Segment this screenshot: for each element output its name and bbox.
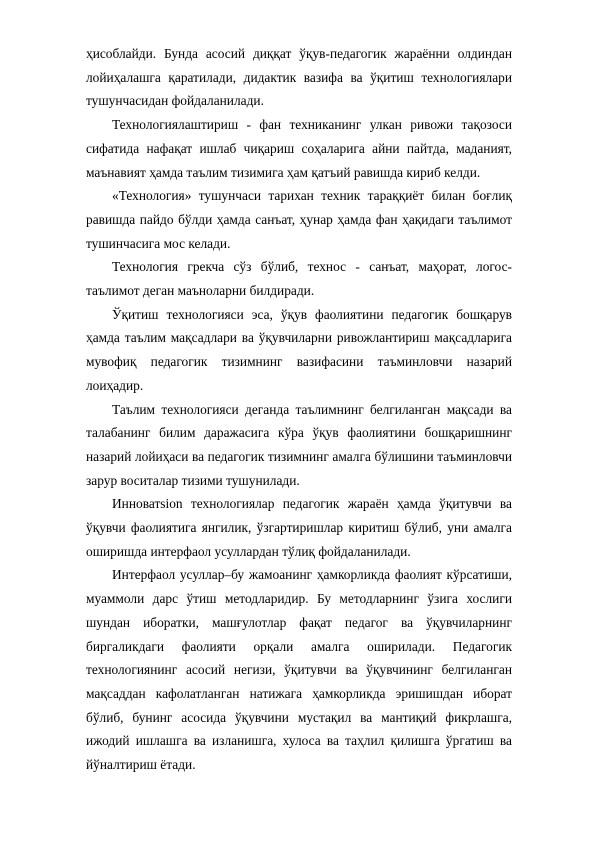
paragraph-interactive-methods: Интерфаол усуллар–бу жамоанинг ҳамкорликда фаолият кўрсатиши, муаммоли дарс ўтиш методларидир. Бу методларнинг ўзига хослиги шундан иборатки, машғулотлар фақат педагог ва ўқувчиларнинг биргаликдаги фаолияти орқали амалга оширилади. Педагогик технологиянинг асосий негизи, ўқитувчи ва ўқувчининг белгиланган мақсаддан кафолатланган натижага ҳамкорликда эришишдан иборат бўлиб, бунинг асосида ўқувчини мустақил ва мантиқий фикрлашга, ижодий ишлашга ва изланишга, хулоса ва таҳлил қилишга ўргатиш ва йўналтириш ётади. bbox=[86, 567, 512, 773]
paragraph-teaching-technology: Ўқитиш технологияси эса, ўқув фаолиятини педагогик бошқарув ҳамда таълим мақсадлари ва ўқувчиларни ривожлантириш мақсадларига мувофиқ педагогик тизимнинг вазифасини таъминловчи назарий лоиҳадир. bbox=[86, 306, 512, 393]
paragraph-technologization: Технологиялаштириш - фан техниканинг улкан ривожи тақозоси сифатида нафақат ишлаб чиқариш соҳаларига айни пайтда, маданият, маънавият ҳамда таълим тизимига ҳам қатъий равишда кириб келди. bbox=[86, 117, 512, 180]
paragraph-innovative-technologies: Инноватsion технологиялар педагогик жараён ҳамда ўқитувчи ва ўқувчи фаолиятига янгилик, ўзгартиришлар киритиш бўлиб, уни амалга оширишда интерфаол усуллардан тўлиқ фойдаланилади. bbox=[86, 496, 512, 559]
paragraph-technology-concept: «Технология» тушунчаси тарихан техник тараққиёт билан боғлиқ равишда пайдо бўлди ҳамда санъат, ҳунар ҳамда фан ҳақидаги таълимот тушинчасига мос келади. bbox=[86, 188, 512, 251]
paragraph-greek-origin: Технология грекча сўз бўлиб, технос - санъат, маҳорат, логос- таълимот деган маъноларни билдиради. bbox=[86, 259, 512, 299]
paragraph-education-technology: Таълим технологияси деганда таълимнинг белгиланган мақсади ва талабанинг билим даражасига кўра ўқув фаолиятини бошқаришнинг назарий лойиҳаси ва педагогик тизимнинг амалга бўлишини таъминловчи зарур воситалар тизими тушунилади. bbox=[86, 401, 512, 488]
paragraph-continuation: ҳисоблайди. Бунда асосий диққат ўқув-педагогик жараённи олдиндан лойиҳалашга қаратилади, дидактик вазифа ва ўқитиш технологиялари тушунчасидан фойдаланилади. bbox=[86, 46, 512, 109]
document-page bbox=[86, 42, 512, 777]
